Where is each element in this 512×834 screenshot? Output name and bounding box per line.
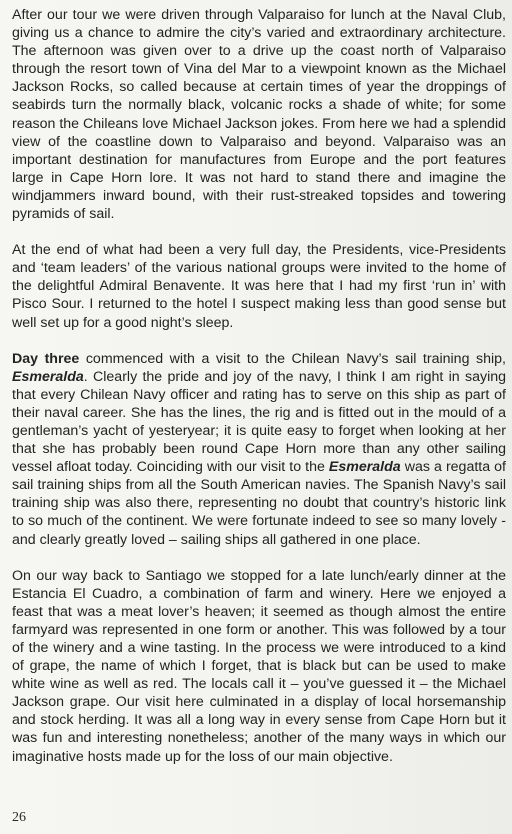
paragraph-valparaiso-tour xyxy=(12,6,506,223)
ship-name: Esmeralda xyxy=(328,459,401,476)
paragraph-text: . Clearly the pride and joy of the navy, I think I am right in saying that every Chilean Navy officer and rating has to serve on this ship as part of their naval career. She has the lines, the rig and is fitted out in the mould of a gentleman’s yacht of yesteryear; it is quite easy to forget when looking at her that she has probably been round Cape Horn more than any other sailing vessel afloat today. Coinciding with our visit to the xyxy=(12,368,506,476)
paragraph-estancia xyxy=(12,567,506,766)
paragraph-text: On our way back to Santiago we stopped for a late lunch/early dinner at the Estancia El Cuadro, a combination of farm and winery. Here we enjoyed a feast that was a meat lover’s heaven; it seemed as though almost the entire farmyard was represented in one form or another. This was followed by a tour of the winery and a wine tasting. In the process we were introduced to a kind of grape, the name of which I forget, that is black but can be used to make white wine as well as red. The locals call it – you’ve guessed it – the Michael Jackson grape. Our visit here culminated in a display of local horsemanship and stock herding. It was all a long way in every sense from Cape Horn but it was fun and interesting nonetheless; another of the many ways in which our imaginative hosts made up for the loss of our main objective. xyxy=(12,567,506,765)
paragraph-admiral-visit xyxy=(12,241,506,331)
paragraph-day-three xyxy=(12,350,506,549)
paragraph-text: At the end of what had been a very full day, the Presidents, vice-Presidents and ‘team leaders’ of the various national groups were invited to the home of the delightful Admiral Benavente. It was here that I had my first ‘run in’ with Pisco Sour. I returned to the hotel I suspect making less than good sense but well set up for a good night’s sleep. xyxy=(12,242,506,331)
paragraph-text: After our tour we were driven through Valparaiso for lunch at the Naval Club, giving us a chance to admire the city’s varied and extraordinary architecture. The afternoon was given over to a drive up the coast north of Valparaiso through the resort town of Vina del Mar to a viewpoint known as the Michael Jackson Rocks, so called because at certain times of year the droppings of seabirds turn the normally black, volcanic rocks a shade of white; for some reason the Chileans love Michael Jackson jokes. From here we had a splendid view of the coastline down to Valparaiso and beyond. Valparaiso was an important destination for manufactures from Europe and the port features large in Cape Horn lore. It was not hard to stand there and imagine the windjammers inward bound, with their rust-streaked topsides and towering pyramids of sail. xyxy=(12,7,506,223)
body-text xyxy=(12,6,506,766)
page-number: 26 xyxy=(12,810,26,825)
paragraph-text: was a regatta of sail training ships from all the South American navies. The Spanish Navy’s sail training ship was also there, representing no doubt that country’s historic link to so much of the continent. We were fortunate indeed to see so many lovely - and clearly greatly loved – sailing ships all gathered in one place. xyxy=(12,459,506,548)
ship-name: Esmeralda xyxy=(12,368,84,385)
day-heading: Day three xyxy=(12,350,80,367)
paragraph-text: commenced with a visit to the Chilean Navy’s sail training ship, xyxy=(79,350,506,367)
